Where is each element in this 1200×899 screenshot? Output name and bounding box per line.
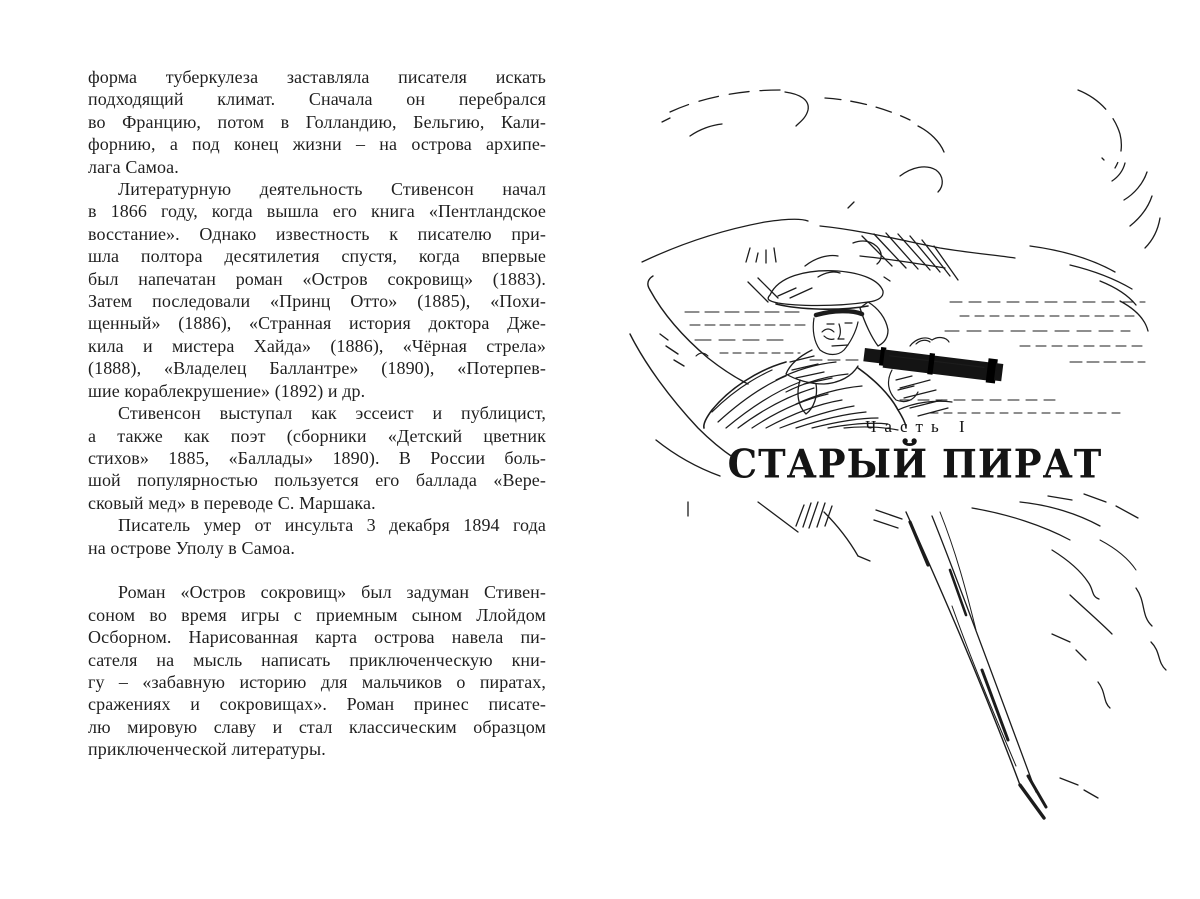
text-line: Роман «Остров сокровищ» был задуман Стивен- (118, 582, 546, 603)
text-line: подходящий климат. Сначала он перебрался (88, 89, 546, 110)
text-line: форма туберкулеза заставляла писателя искать (88, 67, 546, 87)
text-column (88, 66, 546, 761)
text-line: лага Самоа. (88, 156, 179, 177)
text-line: форнию, а под конец жизни – на острова архипе- (88, 134, 546, 155)
text-line: шла полтора десятилетия спустя, когда впервые (88, 246, 546, 267)
text-line: а также как поэт (сборники «Детский цветник (88, 425, 546, 446)
pirate-face (813, 311, 862, 354)
hills-sketch (642, 219, 1148, 331)
text-line: сковый мед» в переводе С. Маршака. (88, 492, 376, 513)
part-title: СТАРЫЙ ПИРАТ (727, 440, 1103, 488)
text-line: сражениях и сокровищах». Роман принес писате- (88, 694, 546, 715)
pirate-figure (704, 271, 1003, 430)
text-line: стихов» 1885, «Баллады» 1890). В России боль- (88, 447, 546, 468)
text-line: лю мировую славу и стал классическим образцом (88, 716, 546, 737)
text-line: во Францию, потом в Голландию, Бельгию, Кали- (88, 111, 546, 132)
text-line: шой популярностью пользуется его баллада «Вере- (88, 470, 546, 491)
text-line: (1888), «Владелец Баллантре» (1890), «Потерпев- (88, 358, 546, 379)
text-line: щенный» (1886), «Странная история доктора Дже- (88, 313, 546, 334)
text-line: приключенческой литературы. (88, 739, 326, 760)
text-line: Писатель умер от инсульта 3 декабря 1894 года (118, 515, 546, 536)
part-label: Часть I (865, 417, 973, 436)
text-line: сателя на мысль написать приключенческую кни- (88, 649, 546, 670)
pirate-hat (768, 271, 888, 346)
text-line: Осборном. Нарисованная карта острова навела пи- (88, 627, 546, 648)
part-heading (620, 417, 1200, 486)
text-line: в 1866 году, когда вышла его книга «Пентландское (88, 201, 546, 222)
text-line: был напечатан роман «Остров сокровищ» (1883). (88, 268, 546, 289)
text-line: на острове Уполу в Самоа. (88, 537, 295, 558)
text-line: кила и мистера Хайда» (1886), «Чёрная стрела» (88, 335, 546, 356)
text-line: соном во время игры с приемным сыном Ллойдом (88, 604, 546, 625)
spyglass (863, 344, 1003, 384)
text-line: шие кораблекрушение» (1892) и др. (88, 380, 366, 401)
text-line: гу – «забавную историю для мальчиков о пиратах, (88, 671, 546, 692)
cloud-sketch (662, 90, 1160, 281)
text-line: Литературную деятельность Стивенсон начал (118, 179, 546, 200)
cliff-sketch (688, 494, 1166, 818)
text-line: восстание». Однако известность к писателю при- (88, 223, 546, 244)
text-line: Затем последовали «Принц Отто» (1885), «Похи- (88, 291, 546, 312)
text-line: Стивенсон выступал как эссеист и публицист, (118, 403, 546, 424)
